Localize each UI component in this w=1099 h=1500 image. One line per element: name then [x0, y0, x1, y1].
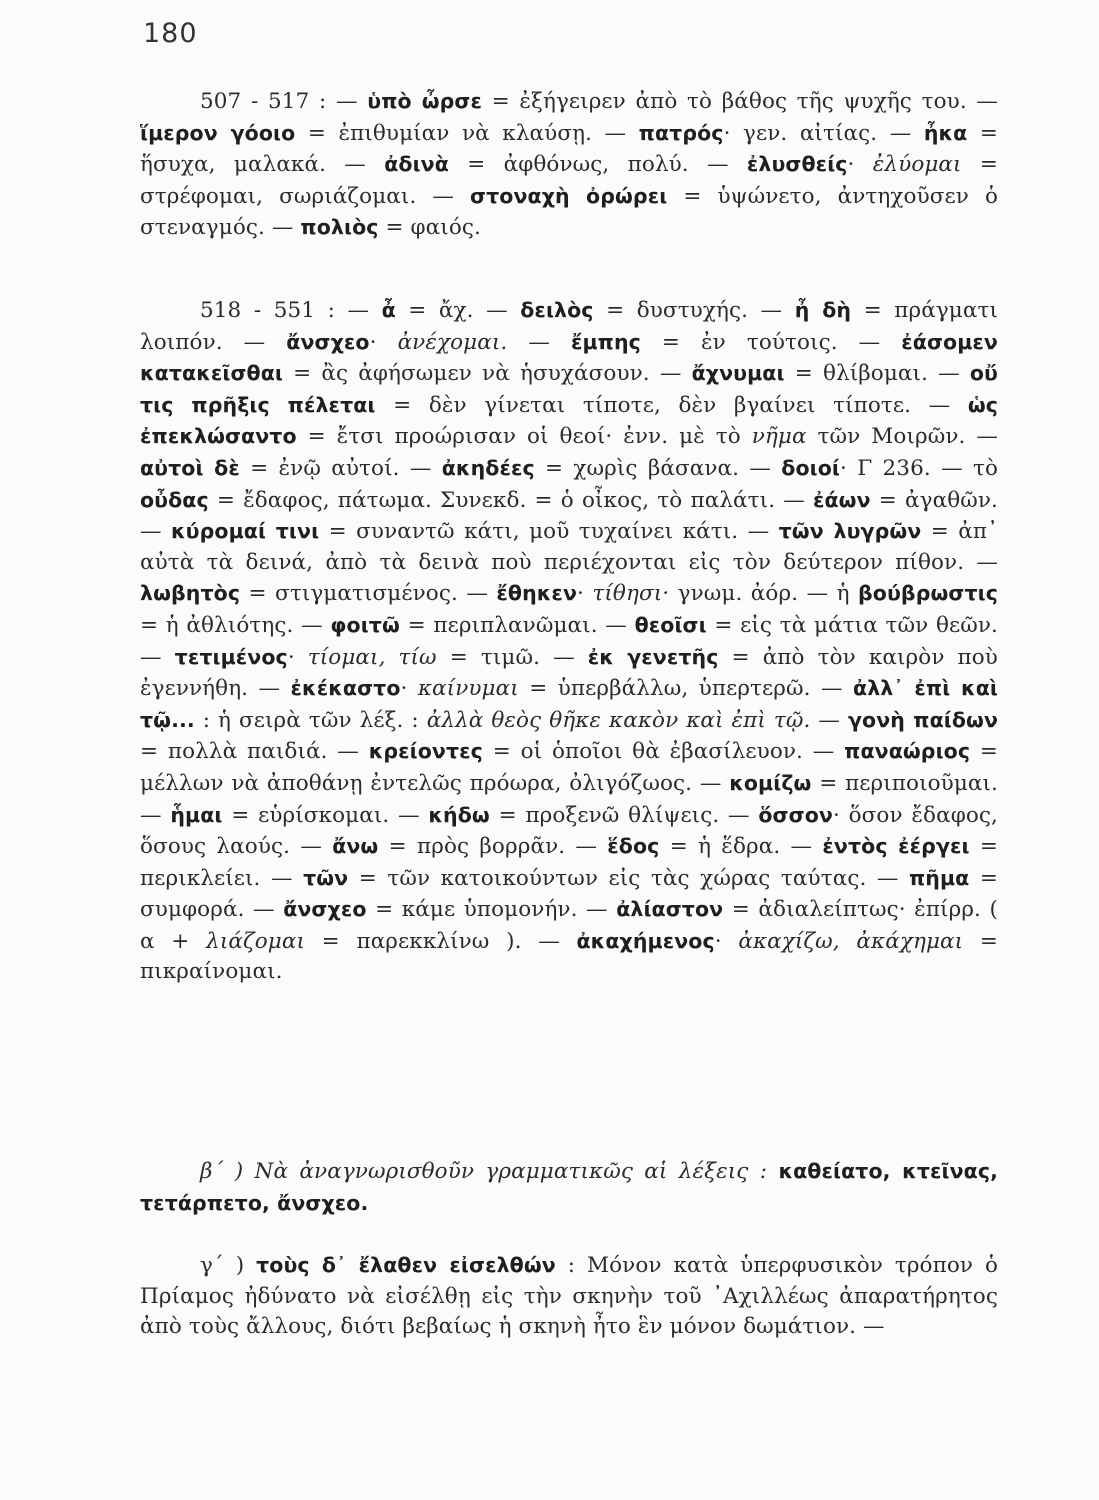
headword: δοιοί: [781, 455, 841, 480]
gloss-text: = θλίβομαι. —: [784, 361, 970, 387]
gloss-text: = ὑπερβάλλω, ὑπερτερῶ. —: [518, 676, 854, 702]
headword: ἄνσχεο: [286, 329, 370, 354]
gloss-text: = ἡ ἀθλιότης. —: [140, 612, 331, 638]
headword: ἐκ γενετῆς: [587, 644, 719, 669]
gloss-text: · ὅσον ἔδαφος, ὅσους λαούς. —: [140, 802, 998, 860]
headword: ἔμπης: [570, 329, 641, 354]
gloss-text: = ἄχ. —: [395, 298, 521, 323]
gloss-text: = δυστυχής. —: [593, 298, 795, 323]
gloss-text: = ἐν τούτοις. —: [640, 329, 902, 355]
italic-form: λιάζομαι: [206, 928, 305, 954]
gloss-text: = περιποιοῦμαι. —: [140, 770, 998, 828]
headword: κομίζω: [729, 770, 812, 795]
gloss-text: = ἔτσι προώρισαν οἱ θεοί· ἐνν. μὲ τὸ: [296, 424, 752, 450]
commentary-paragraph-518-551: [140, 295, 998, 988]
gloss-text: = συμφορά. —: [140, 865, 998, 923]
headword: ἄνσχεο: [283, 897, 367, 922]
gloss-text: = ἂς ἀφήσωμεν νὰ ἡσυχάσουν. —: [283, 361, 692, 387]
headword: τῶν: [303, 865, 349, 890]
headword: ἦ δὴ: [794, 298, 852, 322]
headword: δειλὸς: [520, 298, 594, 322]
headword: πατρός: [638, 120, 724, 145]
gloss-text: : Μόνον κατὰ ὑπερφυσικὸν τρόπον ὁ Πρίαμος ἠδύνατο νὰ εἰσέλθῃ εἰς τὴν σκηνὴν τοῦ ᾽Αχιλλέως ἀπαρατήρητος ἀπὸ τοὺς ἄλλους, διότι βεβαίως ἡ σκηνὴ ἦτο ἓν μόνον δωμάτιον. —: [140, 1253, 999, 1340]
gloss-text: = στρέφομαι, σωριάζομαι. —: [140, 152, 998, 209]
gloss-text: = πικραίνομαι.: [140, 928, 998, 985]
headword: ὑπὸ ὦρσε: [367, 89, 482, 113]
commentary-paragraph-507-517: [140, 86, 998, 244]
gloss-text: ·: [847, 152, 873, 178]
headword: ὅσσον: [758, 802, 833, 827]
headword: λωβητὸς: [140, 581, 241, 606]
headword: κύρομαί τινι: [171, 519, 320, 544]
headword: ἦκα: [923, 120, 968, 145]
gloss-text: = οἱ ὁποῖοι θὰ ἐβασίλευον. —: [482, 739, 845, 765]
gloss-text: = προξενῶ θλίψεις. —: [489, 802, 759, 828]
gloss-text: —: [507, 329, 571, 355]
headword: οὖδας: [140, 487, 209, 512]
gloss-text: = ἥσυχα, μαλακά. —: [140, 120, 998, 178]
headword: ὡς ἐπεκλώσαντο: [140, 392, 999, 449]
italic-form: ἀκαχίζω, ἀκάχημαι: [738, 928, 964, 954]
italic-form: νῆμα: [751, 424, 807, 450]
italic-form: ἐλύομαι: [872, 152, 962, 178]
gloss-text: = ἀδιαλείπτως· ἐπίρρ. ( α +: [140, 897, 999, 954]
headword: παναώριος: [844, 739, 971, 764]
gloss-text: = εὑρίσκομαι. —: [222, 802, 429, 828]
gloss-text: [767, 1159, 778, 1184]
gloss-text: = ἐνῷ αὐτοί. —: [239, 455, 442, 481]
gloss-text: = περικλείει. —: [140, 834, 998, 891]
gloss-text: γ΄ ): [200, 1253, 257, 1278]
gloss-text: ·: [400, 676, 418, 702]
headword: βούβρωστις: [858, 581, 998, 606]
gloss-text: = τιμῶ. —: [436, 644, 588, 670]
gloss-text: —: [810, 707, 848, 733]
headword: ἀκαχήμενος: [576, 928, 715, 953]
headword: ἔθηκεν: [496, 581, 578, 606]
gloss-text: = πολλὰ παιδιά. —: [140, 739, 369, 765]
headword: φοιτῶ: [330, 612, 400, 637]
headword: κήδω: [428, 802, 490, 827]
gloss-text: = στιγματισμένος. —: [240, 581, 497, 607]
gloss-text: = ἀπὸ τὸν καιρὸν ποὺ ἐγεννήθη. —: [140, 644, 998, 702]
gloss-text: γνωμ. ἀόρ. — ἡ: [669, 581, 859, 607]
headword: στοναχὴ ὀρώρει: [470, 183, 668, 208]
headword: τοὺς δ᾽ ἔλαθεν εἰσελθών: [256, 1253, 556, 1277]
headword: ἄχνυμαι: [691, 361, 785, 386]
gloss-text: = ἀφθόνως, πολύ. —: [448, 152, 747, 178]
gloss-text: · Γ 236. — τὸ: [840, 455, 998, 481]
gloss-text: : ἡ σειρὰ τῶν λέξ. :: [194, 707, 427, 733]
gloss-text: = δὲν γίνεται τίποτε, δὲν βγαίνει τίποτε. —: [375, 392, 968, 418]
headword: αὐτοὶ δὲ: [140, 455, 240, 480]
gloss-text: = ἡ ἕδρα. —: [659, 834, 823, 860]
italic-form: τίθησι·: [592, 581, 670, 607]
headword: γονὴ παίδων: [847, 707, 999, 732]
headword: ἕδος: [607, 834, 660, 859]
headword: πολιὸς: [300, 215, 379, 240]
gloss-text: = εἰς τὰ μάτια τῶν θεῶν. —: [140, 612, 998, 670]
gloss-text: 507 - 517 : —: [200, 89, 368, 114]
exercise-gamma-paragraph: [140, 1250, 998, 1343]
gloss-text: = παρεκκλίνω ). —: [305, 928, 577, 954]
headword: ἄνω: [332, 834, 379, 859]
italic-form: β΄ ) Νὰ ἀναγνωρισθοῦν γραμματικῶς αἱ λέξεις :: [200, 1159, 768, 1184]
headword: ἧμαι: [170, 802, 223, 827]
gloss-text: = μέλλων νὰ ἀποθάνῃ ἐντελῶς πρόωρα, ὀλιγόζωος. —: [140, 739, 998, 796]
exercise-beta-paragraph: [140, 1156, 998, 1219]
gloss-text: = πρὸς βορρᾶν. —: [378, 834, 608, 860]
gloss-text: = κάμε ὑπομονήν. —: [366, 897, 617, 923]
headword: ἀδινὰ: [384, 152, 449, 177]
headword: ἐάων: [812, 487, 871, 512]
gloss-text: = περιπλανῶμαι. —: [399, 612, 635, 638]
gloss-text: = τῶν κατοικούντων εἰς τὰς χώρας ταύτας. —: [348, 865, 909, 891]
headword: ἀκηδέες: [441, 455, 535, 480]
headword: πῆμα: [908, 865, 970, 890]
italic-form: καίνυμαι: [417, 676, 519, 702]
gloss-text: τῶν Μοιρῶν. —: [806, 424, 998, 450]
gloss-text: ·: [369, 329, 398, 355]
gloss-text: = ἀγαθῶν. —: [140, 487, 998, 545]
gloss-text: = ἐπιθυμίαν νὰ κλαύσῃ. —: [295, 120, 639, 146]
headword: τῶν λυγρῶν: [778, 519, 922, 544]
italic-form: ἀλλὰ θεὸς θῆκε κακὸν καὶ ἐπὶ τῷ.: [426, 707, 811, 733]
gloss-text: = ἀπ᾽ αὐτὰ τὰ δεινά, ἀπὸ τὰ δεινὰ ποὺ περιέχονται εἰς τὸν δεύτερον πίθον. —: [140, 519, 998, 575]
gloss-text: = χωρὶς βάσανα. —: [534, 455, 782, 481]
gloss-text: = ὑψώνετο, ἀντηχοῦσεν ὁ στεναγμός. —: [140, 183, 998, 241]
headword: οὔ τις πρῆξις πέλεται: [140, 361, 999, 417]
headword: ἐάσομεν κατακεῖσθαι: [140, 329, 998, 386]
headword: ἆ: [381, 298, 396, 322]
gloss-text: ·: [714, 928, 739, 954]
headword: τετιμένος: [174, 644, 288, 669]
headword: θεοῖσι: [634, 612, 707, 637]
headword: καθείατο, κτεῖνας, τετάρπετο, ἄνσχεο.: [140, 1159, 998, 1215]
headword: ἀλίαστον: [616, 897, 724, 922]
gloss-text: · γεν. αἰτίας. —: [723, 120, 924, 146]
gloss-text: = φαιός.: [378, 215, 481, 241]
gloss-text: ·: [287, 644, 308, 670]
gloss-text: = ἔδαφος, πάτωμα. Συνεκδ. = ὁ οἶκος, τὸ παλάτι. —: [208, 487, 813, 513]
italic-form: τίομαι, τίω: [307, 644, 437, 670]
gloss-text: = ἐξήγειρεν ἀπὸ τὸ βάθος τῆς ψυχῆς του. —: [481, 89, 999, 114]
headword: κρείοντες: [368, 739, 483, 764]
gloss-text: 518 - 551 : —: [200, 298, 382, 323]
italic-form: ἀνέχομαι.: [397, 329, 508, 355]
headword: ἐντὸς ἐέργει: [822, 834, 970, 859]
page-number: 180: [143, 18, 198, 49]
headword: ἐκέκαστο: [290, 676, 401, 701]
gloss-text: = συναντῶ κάτι, μοῦ τυχαίνει κάτι. —: [319, 519, 779, 545]
headword: ἀλλ᾽ ἐπὶ καὶ τῷ...: [140, 676, 998, 732]
gloss-text: ·: [577, 581, 593, 607]
headword: ἐλυσθείς: [746, 152, 848, 177]
headword: ἵμερον γόοιο: [140, 120, 296, 145]
gloss-text: = πράγματι λοιπόν. —: [140, 298, 999, 355]
